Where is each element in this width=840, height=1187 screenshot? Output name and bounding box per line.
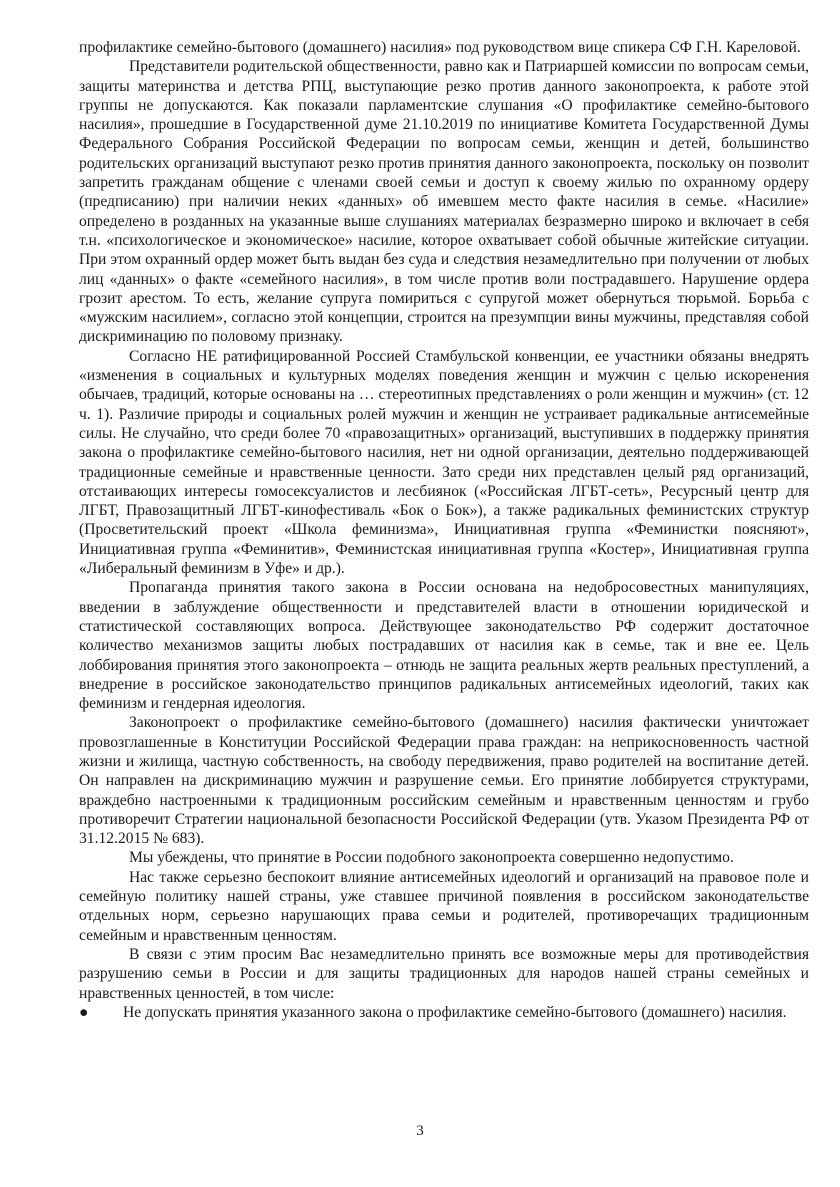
paragraph-6: Мы убеждены, что принятие в России подобного законопроекта совершенно недопустимо. [129,849,734,867]
paragraph-5: Законопроект о профилактике семейно-бытового (домашнего) насилия фактически уничтожает провозглашенные в Конституции Российской Федерации права граждан: на неприкосновенность частной жизни и жилища, частную собственность, на свободу передвижения, право родителей на воспитание детей. Он направлен на дискриминацию мужчин и разрушение семьи. Его принятие лоббируется структурами, враждебно настроенными к традиционным российским семейным и нравственным ценностям и грубо противоречит Стратегии национальной безопасности Российской Федерации (утв. Указом Президента РФ от 31.12.2015 № 683). [79,714,809,848]
bullet-text: Не допускать принятия указанного закона о профилактике семейно-бытового (домашнего) насилия. [123,1003,787,1021]
bullet-item [79,1003,809,1022]
paragraph-7: Нас также серьезно беспокоит влияние антисемейных идеологий и организаций на правовое поле и семейную политику нашей страны, уже ставшее причиной появления в российском законодательстве отдельных норм, серьезно нарушающих права семьи и родителей, противоречащих традиционным семейным и нравственным ценностям. [79,868,809,944]
body-text [79,38,809,1022]
paragraph-2: Представители родительской общественности, равно как и Патриаршей комиссии по вопросам семьи, защиты материнства и детства РПЦ, выступающие резко против данного законопроекта, к работе этой группы не допускаются. Как показали парламентские слушания «О профилактике семейно-бытового насилия», прошедшие в Государственной думе 21.10.2019 по инициативе Комитета Государственной Думы Федерального Собрания Российской Федерации по вопросам семьи, женщин и детей, большинство родительских организаций выступают резко против принятия данного законопроекта, поскольку он позволит запретить гражданам общение с членами своей семьи и доступ к своему жилью по охранному ордеру (предписанию) при наличии неких «данных» об имевшем место факте насилия в семье. «Насилие» определено в розданных на указанные выше слушаниях материалах безразмерно широко и включает в себя т.н. «психологическое и экономическое» насилие, которое охватывает собой обычные житейские ситуации. При этом охранный ордер может быть выдан без суда и следствия незамедлительно при получении от любых лиц «данных» о факте «семейного насилия», в том числе против воли пострадавшего. Нарушение ордера грозит арестом. То есть, желание супруга помириться с супругой может обернуться тюрьмой. Борьба с «мужским насилием», согласно этой концепции, строится на презумпции вины мужчины, представляя собой дискриминацию по половому признаку. [79,58,809,346]
paragraph-8: В связи с этим просим Вас незамедлительно принять все возможные меры для противодействия разрушению семьи в России и для защиты традиционных для народов нашей страны семейных и нравственных ценностей, в том числе: [79,945,809,1002]
bullet-icon: ● [79,1003,89,1021]
paragraph-3: Согласно НЕ ратифицированной Россией Стамбульской конвенции, ее участники обязаны внедрять «изменения в социальных и культурных моделях поведения женщин и мужчин с целью искоренения обычаев, традиций, которые основаны на … стереотипных представлениях о роли женщин и мужчин» (ст. 12 ч. 1). Различие природы и социальных ролей мужчин и женщин не устраивает радикальные антисемейные силы. Не случайно, что среди более 70 «правозащитных» организаций, выступивших в поддержку принятия закона о профилактике семейно-бытового насилия, нет ни одной организации, деятельно поддерживающей традиционные семейные и нравственные ценности. Зато среди них представлен целый ряд организаций, отстаивающих интересы гомосексуалистов и лесбиянок («Российская ЛГБТ-сеть», Ресурсный центр для ЛГБТ, Правозащитный ЛГБТ-кинофестиваль «Бок о Бок»), а также радикальных феминистских структур (Просветительский проект «Школа феминизма», Инициативная группа «Феминистки поясняют», Инициативная группа «Феминитив», Феминистская инициативная группа «Костер», Инициативная группа «Либеральный феминизм в Уфе» и др.). [79,347,809,578]
page-number: 3 [416,1123,424,1139]
paragraph-4: Пропаганда принятия такого закона в России основана на недобросовестных манипуляциях, введении в заблуждение общественности и представителей власти в отношении юридической и статистической составляющих вопроса. Действующее законодательство РФ содержит достаточное количество механизмов защиты любых пострадавших от насилия как в семье, так и вне ее. Цель лоббирования принятия этого законопроекта – отнюдь не защита реальных жертв реальных преступлений, а внедрение в российское законодательство принципов радикальных антисемейных идеологий, таких как феминизм и гендерная идеология. [79,579,809,713]
paragraph-1: профилактике семейно-бытового (домашнего) насилия» под руководством вице спикера СФ Г.Н. Кареловой. [79,39,801,56]
